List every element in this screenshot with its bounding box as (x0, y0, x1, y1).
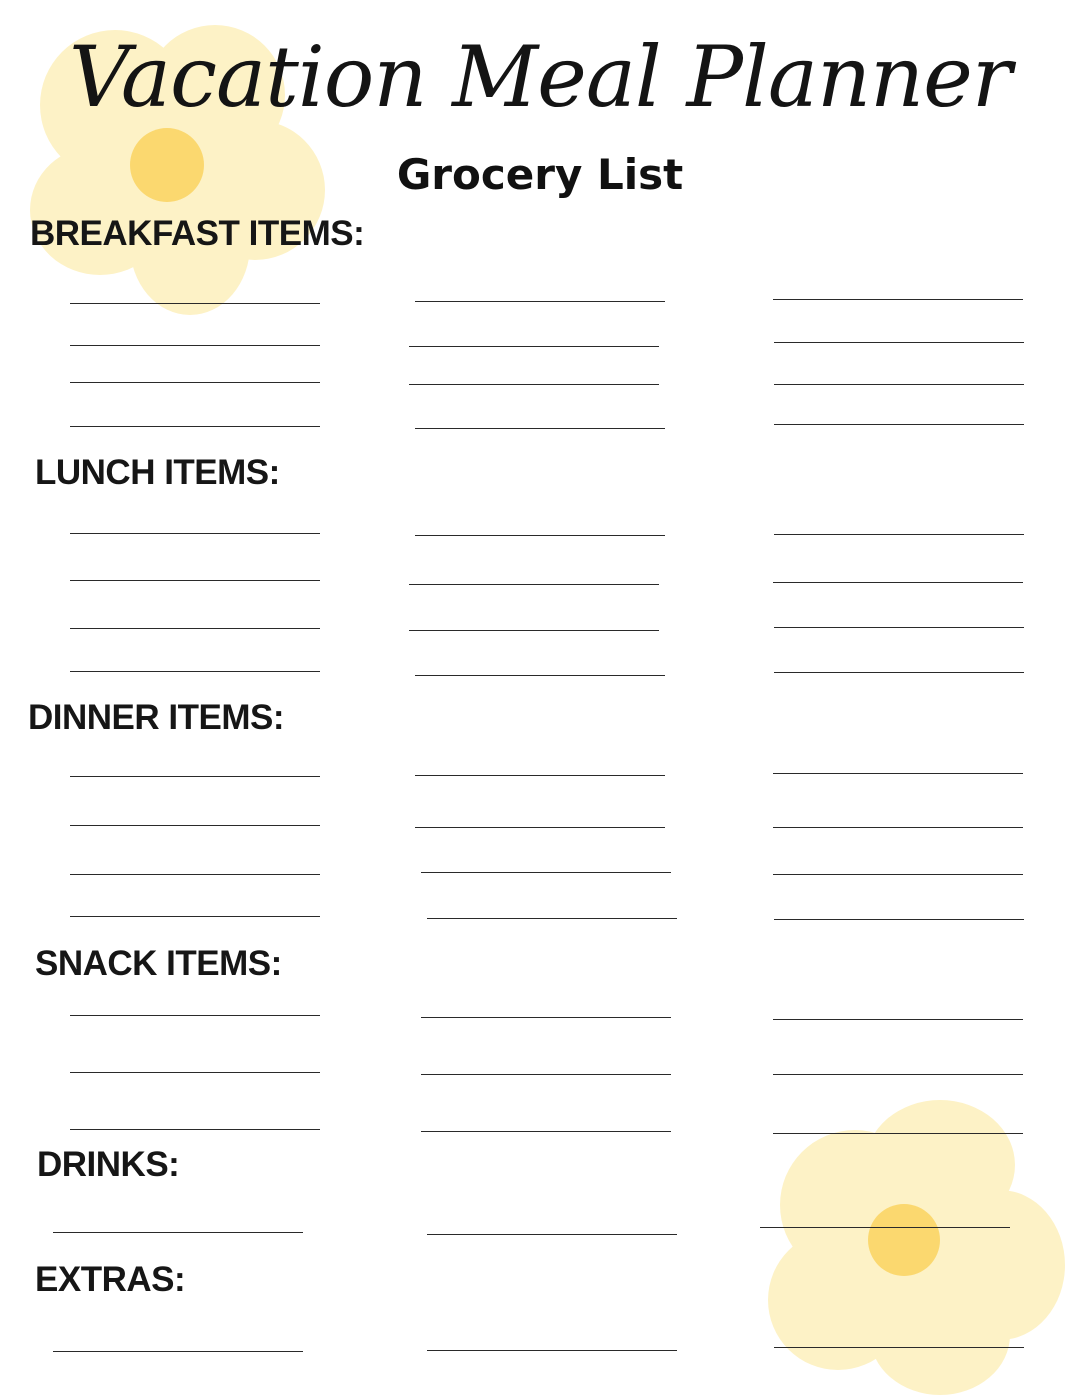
lunch-line[interactable] (409, 630, 659, 631)
snack-line[interactable] (773, 1074, 1023, 1075)
dinner-line[interactable] (415, 827, 665, 828)
breakfast-line[interactable] (70, 382, 320, 383)
snack-line[interactable] (70, 1015, 320, 1016)
flower-bottom-right (760, 1090, 1080, 1398)
breakfast-line[interactable] (409, 384, 659, 385)
section-heading-lunch: LUNCH ITEMS: (35, 453, 280, 492)
lunch-line[interactable] (70, 533, 320, 534)
lunch-line[interactable] (774, 672, 1024, 673)
snack-line[interactable] (421, 1017, 671, 1018)
breakfast-line[interactable] (774, 384, 1024, 385)
drinks-line[interactable] (427, 1234, 677, 1235)
extras-line[interactable] (427, 1350, 677, 1351)
dinner-line[interactable] (70, 825, 320, 826)
page-subtitle: Grocery List (396, 150, 684, 199)
breakfast-line[interactable] (774, 342, 1024, 343)
breakfast-line[interactable] (773, 299, 1023, 300)
dinner-line[interactable] (70, 916, 320, 917)
section-heading-snack: SNACK ITEMS: (35, 944, 282, 983)
drinks-line[interactable] (760, 1227, 1010, 1228)
lunch-line[interactable] (70, 671, 320, 672)
lunch-line[interactable] (415, 675, 665, 676)
lunch-line[interactable] (774, 627, 1024, 628)
snack-line[interactable] (773, 1133, 1023, 1134)
lunch-line[interactable] (773, 582, 1023, 583)
section-heading-drinks: DRINKS: (37, 1145, 180, 1184)
section-heading-breakfast: BREAKFAST ITEMS: (30, 214, 365, 253)
lunch-line[interactable] (774, 534, 1024, 535)
dinner-line[interactable] (70, 874, 320, 875)
breakfast-line[interactable] (774, 424, 1024, 425)
section-heading-dinner: DINNER ITEMS: (28, 698, 284, 737)
snack-line[interactable] (421, 1074, 671, 1075)
snack-line[interactable] (421, 1131, 671, 1132)
dinner-line[interactable] (70, 776, 320, 777)
page-title: Vacation Meal Planner (68, 28, 1012, 126)
dinner-line[interactable] (773, 874, 1023, 875)
dinner-line[interactable] (415, 775, 665, 776)
dinner-line[interactable] (773, 827, 1023, 828)
snack-line[interactable] (70, 1072, 320, 1073)
section-heading-extras: EXTRAS: (35, 1260, 186, 1299)
lunch-line[interactable] (415, 535, 665, 536)
breakfast-line[interactable] (70, 303, 320, 304)
snack-line[interactable] (70, 1129, 320, 1130)
snack-line[interactable] (773, 1019, 1023, 1020)
lunch-line[interactable] (409, 584, 659, 585)
breakfast-line[interactable] (70, 345, 320, 346)
extras-line[interactable] (53, 1351, 303, 1352)
lunch-line[interactable] (70, 580, 320, 581)
lunch-line[interactable] (70, 628, 320, 629)
breakfast-line[interactable] (70, 426, 320, 427)
extras-line[interactable] (774, 1347, 1024, 1348)
breakfast-line[interactable] (409, 346, 659, 347)
dinner-line[interactable] (774, 919, 1024, 920)
breakfast-line[interactable] (415, 428, 665, 429)
dinner-line[interactable] (427, 918, 677, 919)
dinner-line[interactable] (773, 773, 1023, 774)
dinner-line[interactable] (421, 872, 671, 873)
drinks-line[interactable] (53, 1232, 303, 1233)
breakfast-line[interactable] (415, 301, 665, 302)
